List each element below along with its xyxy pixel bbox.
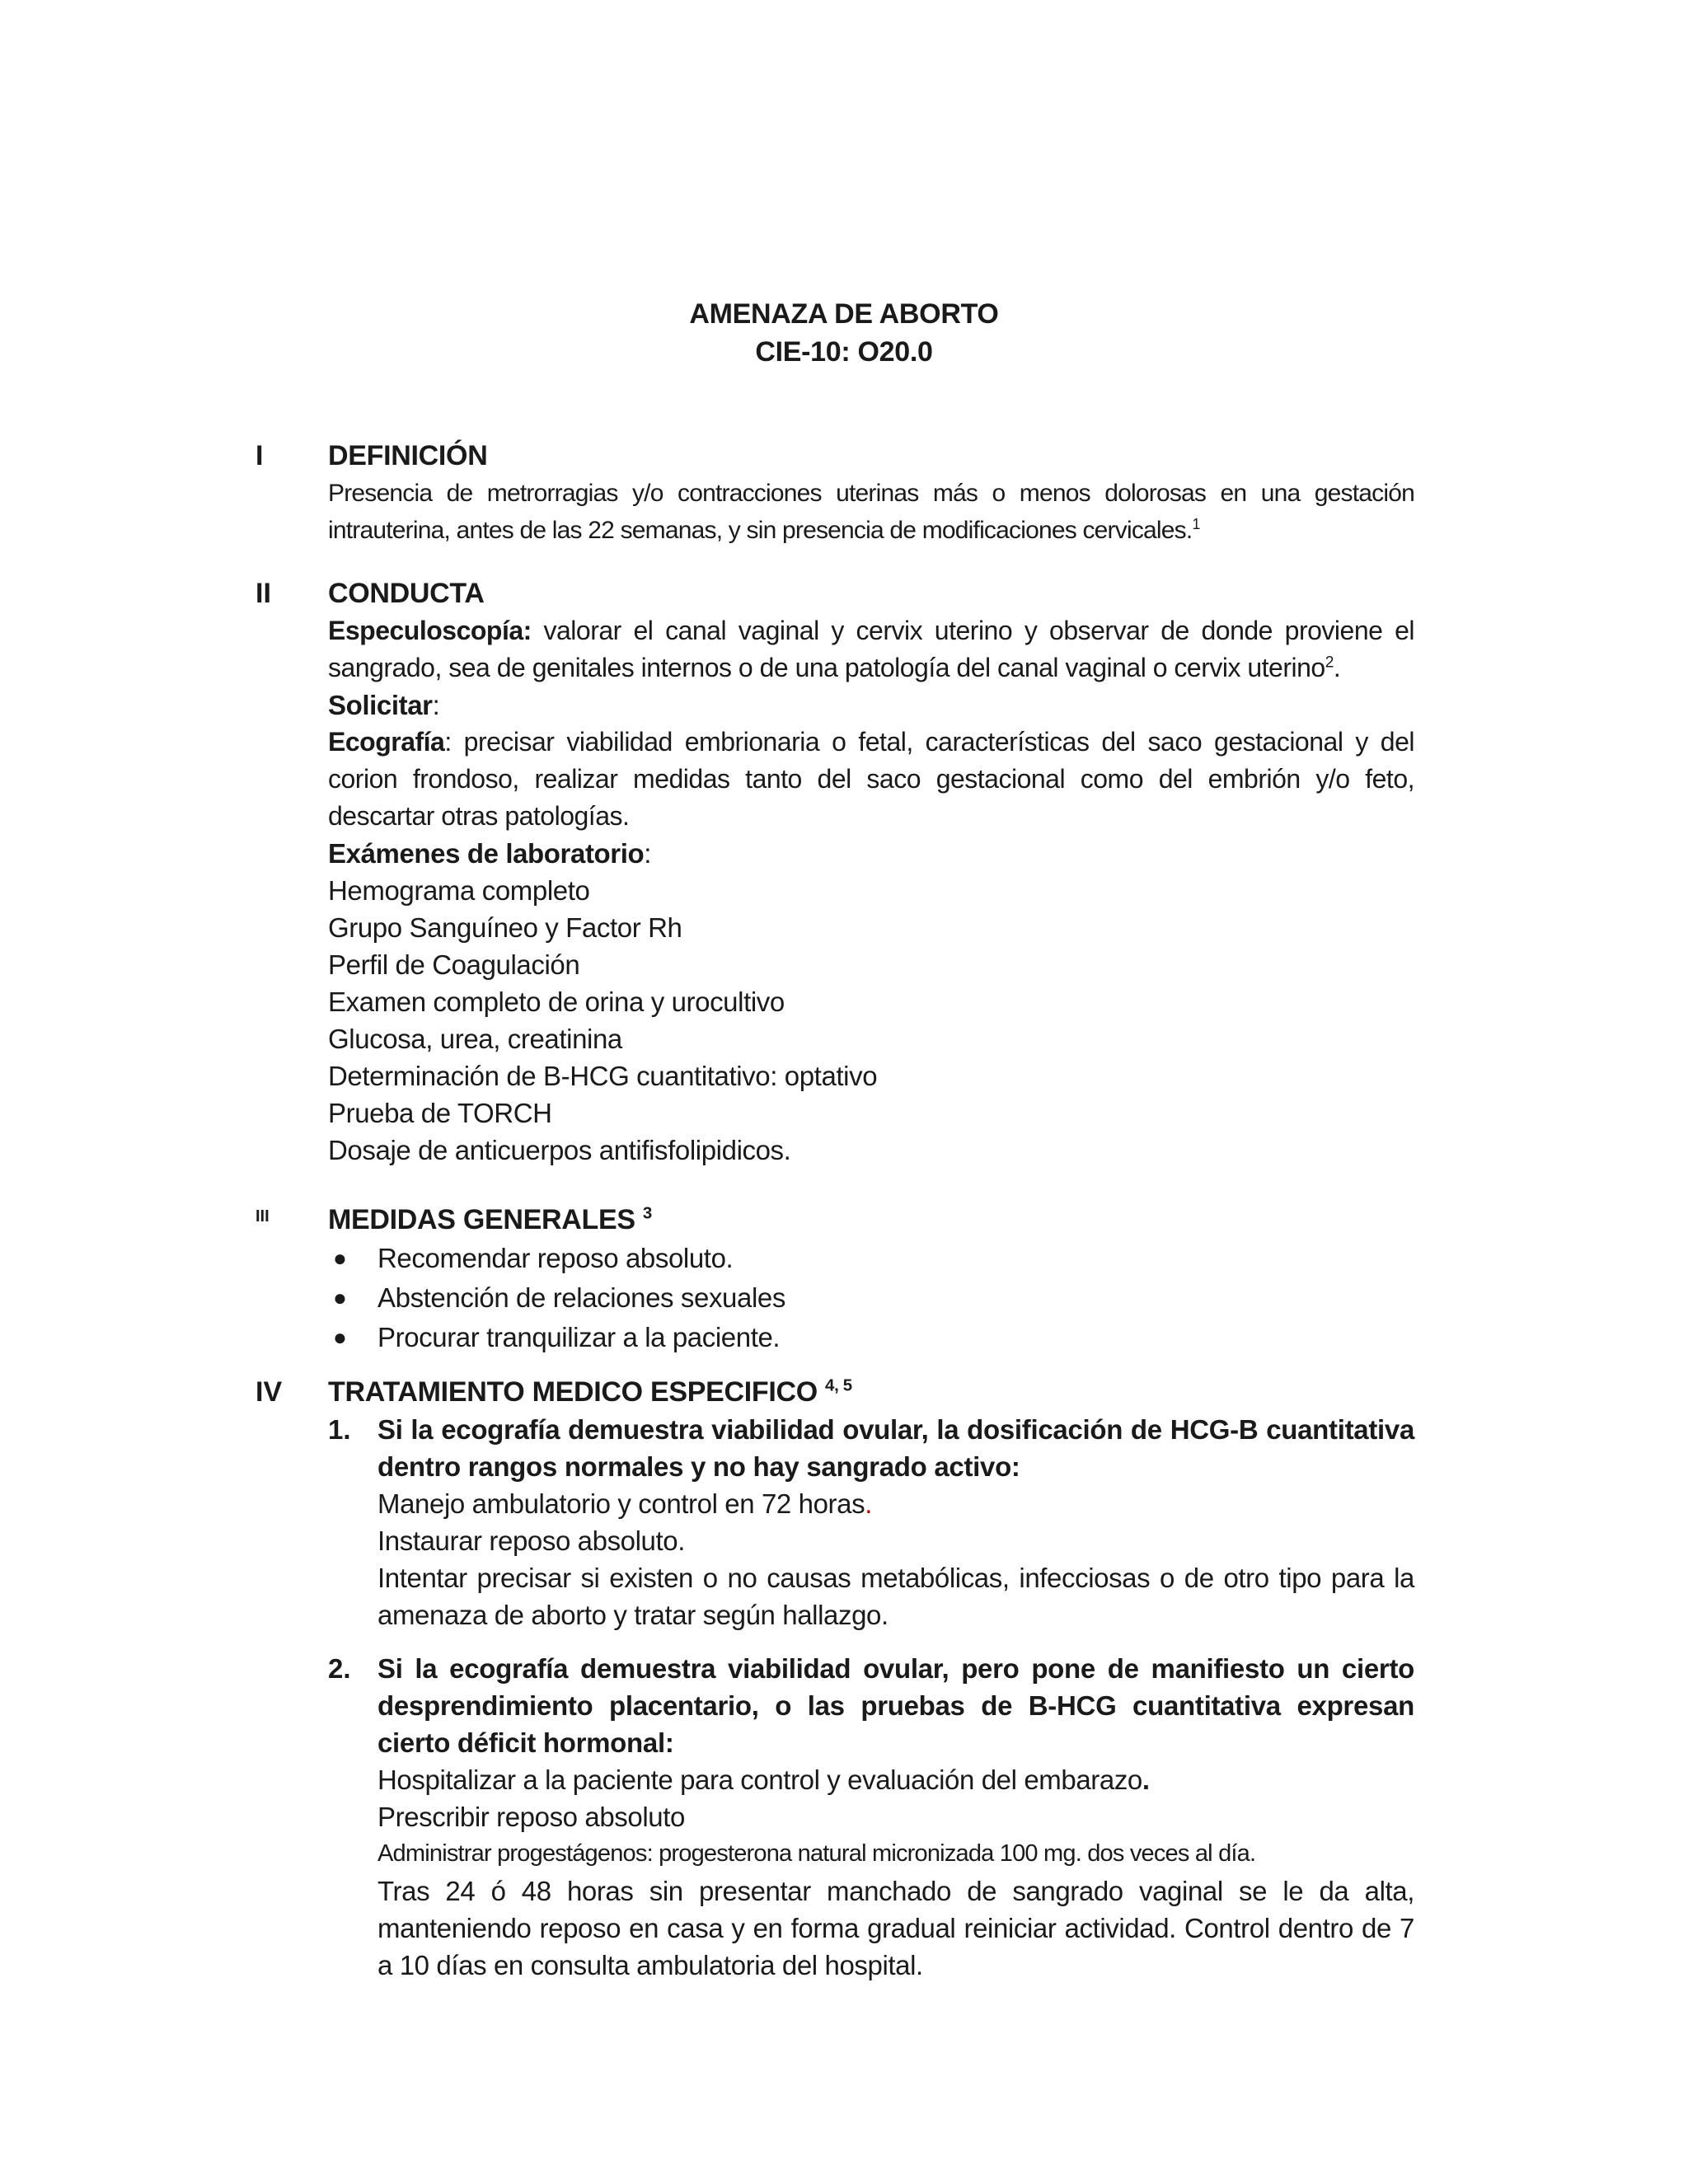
exam-item: Determinación de B-HCG cuantitativo: optativo bbox=[328, 1061, 878, 1091]
exam-item: Prueba de TORCH bbox=[328, 1098, 552, 1128]
item-number: 2. bbox=[328, 1653, 351, 1684]
item-line: Hospitalizar a la paciente para control y evaluación del embarazo. bbox=[377, 1765, 1150, 1795]
footnote-ref: 1 bbox=[1192, 516, 1200, 532]
treatment-item bbox=[328, 1411, 1414, 1633]
exam-item: Grupo Sanguíneo y Factor Rh bbox=[328, 912, 682, 943]
footnote-ref: 4, 5 bbox=[825, 1376, 852, 1395]
footnote-ref: 3 bbox=[642, 1204, 652, 1223]
item-line: Administrar progestágenos: progesterona natural micronizada 100 mg. dos veces al día. bbox=[377, 1840, 1256, 1867]
section-heading: CONDUCTA bbox=[328, 578, 485, 609]
measures-list bbox=[328, 1239, 1414, 1357]
exam-item: Hemograma completo bbox=[328, 875, 590, 906]
section-number: IV bbox=[256, 1376, 283, 1408]
item-line: Intentar precisar si existen o no causas metabólicas, infecciosas o de otro tipo para la amenaza de aborto y tratar según hallazgo. bbox=[377, 1563, 1414, 1630]
item-line: Manejo ambulatorio y control en 72 horas. bbox=[377, 1488, 872, 1519]
title-line-1: AMENAZA DE ABORTO bbox=[689, 298, 999, 330]
treatment-list bbox=[328, 1411, 1414, 1984]
document-title bbox=[0, 295, 1688, 371]
list-item: ● Procurar tranquilizar a la paciente. bbox=[328, 1318, 1414, 1357]
item-line: Prescribir reposo absoluto bbox=[377, 1802, 685, 1832]
list-item: ● Recomendar reposo absoluto. bbox=[328, 1239, 1414, 1278]
item-condition: Si la ecografía demuestra viabilidad ovular, pero pone de manifiesto un cierto desprendimiento placentario, o las pruebas de B-HCG cuantitativa expresan cierto déficit hormonal: bbox=[377, 1653, 1414, 1758]
ecografia-paragraph: Ecografía: precisar viabilidad embrionaria o fetal, características del saco gestacional y del corion frondoso, realizar medidas tanto del saco gestacional como del embrión y/o feto, descartar otras patologías. bbox=[328, 727, 1414, 831]
especuloscopia-label: Especuloscopía: bbox=[328, 616, 532, 645]
section-heading: TRATAMIENTO MEDICO ESPECIFICO $^{4, 5}$ bbox=[328, 1376, 852, 1408]
exam-item: Examen completo de orina y urocultivo bbox=[328, 987, 785, 1017]
item-condition: Si la ecografía demuestra viabilidad ovular, la dosificación de HCG-B cuantitativa dentro rangos normales y no hay sangrado activo: bbox=[377, 1414, 1414, 1482]
bullet-icon: ● bbox=[333, 1324, 347, 1350]
item-number: 1. bbox=[328, 1414, 351, 1445]
item-line: Instaurar reposo absoluto. bbox=[377, 1526, 685, 1556]
bullet-icon: ● bbox=[333, 1285, 347, 1310]
list-item: ● Abstención de relaciones sexuales bbox=[328, 1278, 1414, 1318]
solicitar-line: Solicitar: bbox=[328, 690, 440, 720]
section-heading: MEDIDAS GENERALES $^3$ bbox=[328, 1204, 652, 1235]
section-heading: DEFINICIÓN bbox=[328, 440, 488, 471]
footnote-ref: 2 bbox=[1325, 654, 1334, 672]
exam-item: Glucosa, urea, creatinina bbox=[328, 1024, 622, 1054]
section-number: I bbox=[256, 440, 264, 471]
exam-item: Perfil de Coagulación bbox=[328, 949, 580, 980]
section-number: II bbox=[256, 578, 271, 609]
examenes-line: Exámenes de laboratorio: bbox=[328, 838, 652, 869]
treatment-item bbox=[328, 1650, 1414, 1984]
exam-item: Dosaje de anticuerpos antifisfolipidicos. bbox=[328, 1135, 791, 1165]
bullet-icon: ● bbox=[333, 1245, 347, 1271]
definition-text: Presencia de metrorragias y/o contracciones uterinas más o menos dolorosas en una gestación intrauterina, antes de las 22 semanas, y sin presencia de modificaciones cervicales.$^1$ bbox=[328, 480, 1414, 544]
ecografia-label: Ecografía bbox=[328, 727, 445, 757]
section-number: III bbox=[256, 1207, 270, 1226]
item-line: Tras 24 ó 48 horas sin presentar manchado de sangrado vaginal se le da alta, manteniendo reposo en casa y en forma gradual reiniciar actividad. Control dentro de 7 a 10 días en consulta ambulatoria del hospital. bbox=[377, 1876, 1414, 1980]
title-line-2: CIE-10: O20.0 bbox=[755, 336, 933, 368]
especuloscopia-paragraph: Especuloscopía: valorar el canal vaginal y cervix uterino y observar de donde proviene el sangrado, sea de genitales internos o de una patología del canal vaginal o cervix uterino$^2$. bbox=[328, 616, 1414, 682]
